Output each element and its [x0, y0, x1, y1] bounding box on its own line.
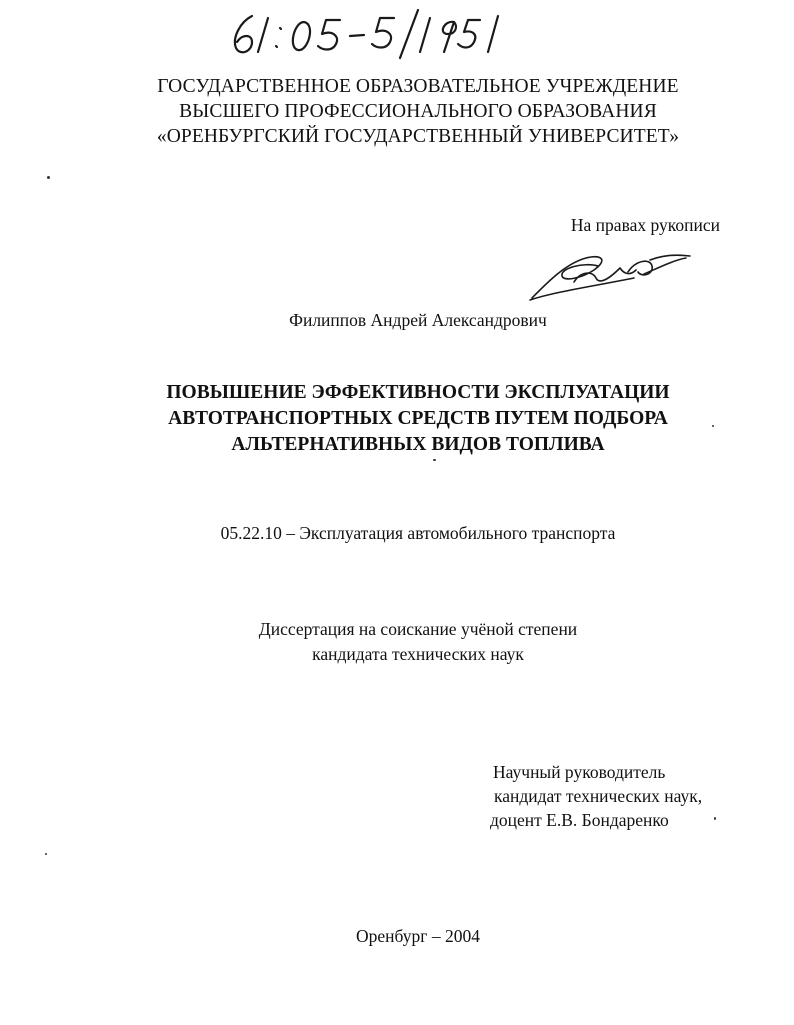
- title-line-2: АВТОТРАНСПОРТНЫХ СРЕДСТВ ПУТЕМ ПОДБОРА: [168, 408, 668, 429]
- institution-line-2: ВЫСШЕГО ПРОФЕССИОНАЛЬНОГО ОБРАЗОВАНИЯ: [179, 101, 657, 122]
- signature: [524, 246, 694, 304]
- title-line-3: АЛЬТЕРНАТИВНЫХ ВИДОВ ТОПЛИВА: [231, 434, 605, 455]
- scan-speck: [714, 817, 716, 820]
- supervisor-block: [490, 760, 702, 832]
- scan-speck: [712, 425, 714, 427]
- supervisor-line-2: кандидат технических наук,: [494, 786, 703, 806]
- degree-line-1: Диссертация на соискание учёной степени: [258, 619, 578, 639]
- supervisor-line-1: Научный руководитель: [493, 762, 666, 782]
- author-name: Филиппов Андрей Александрович: [289, 310, 547, 330]
- scan-speck: [45, 853, 47, 855]
- scan-speck: [433, 459, 436, 461]
- institution-header: [100, 74, 736, 149]
- city-year: Оренбург – 2004: [356, 926, 480, 946]
- specialty-code: 05.22.10 – Эксплуатация автомобильного транспорта: [220, 523, 616, 543]
- institution-line-3: «ОРЕНБУРГСКИЙ ГОСУДАРСТВЕННЫЙ УНИВЕРСИТЕТ»: [156, 126, 680, 147]
- degree-statement: [110, 617, 726, 666]
- supervisor-line-3: доцент Е.В. Бондаренко: [490, 810, 669, 830]
- institution-line-1: ГОСУДАРСТВЕННОЕ ОБРАЗОВАТЕЛЬНОЕ УЧРЕЖДЕНИЕ: [157, 76, 679, 97]
- handwritten-archive-code: [222, 8, 512, 60]
- dissertation-title: [110, 380, 726, 458]
- title-line-1: ПОВЫШЕНИЕ ЭФФЕКТИВНОСТИ ЭКСПЛУАТАЦИИ: [166, 382, 670, 403]
- rights-note: На правах рукописи: [570, 215, 720, 235]
- degree-line-2: кандидата технических наук: [312, 643, 524, 664]
- scan-speck: [47, 176, 50, 179]
